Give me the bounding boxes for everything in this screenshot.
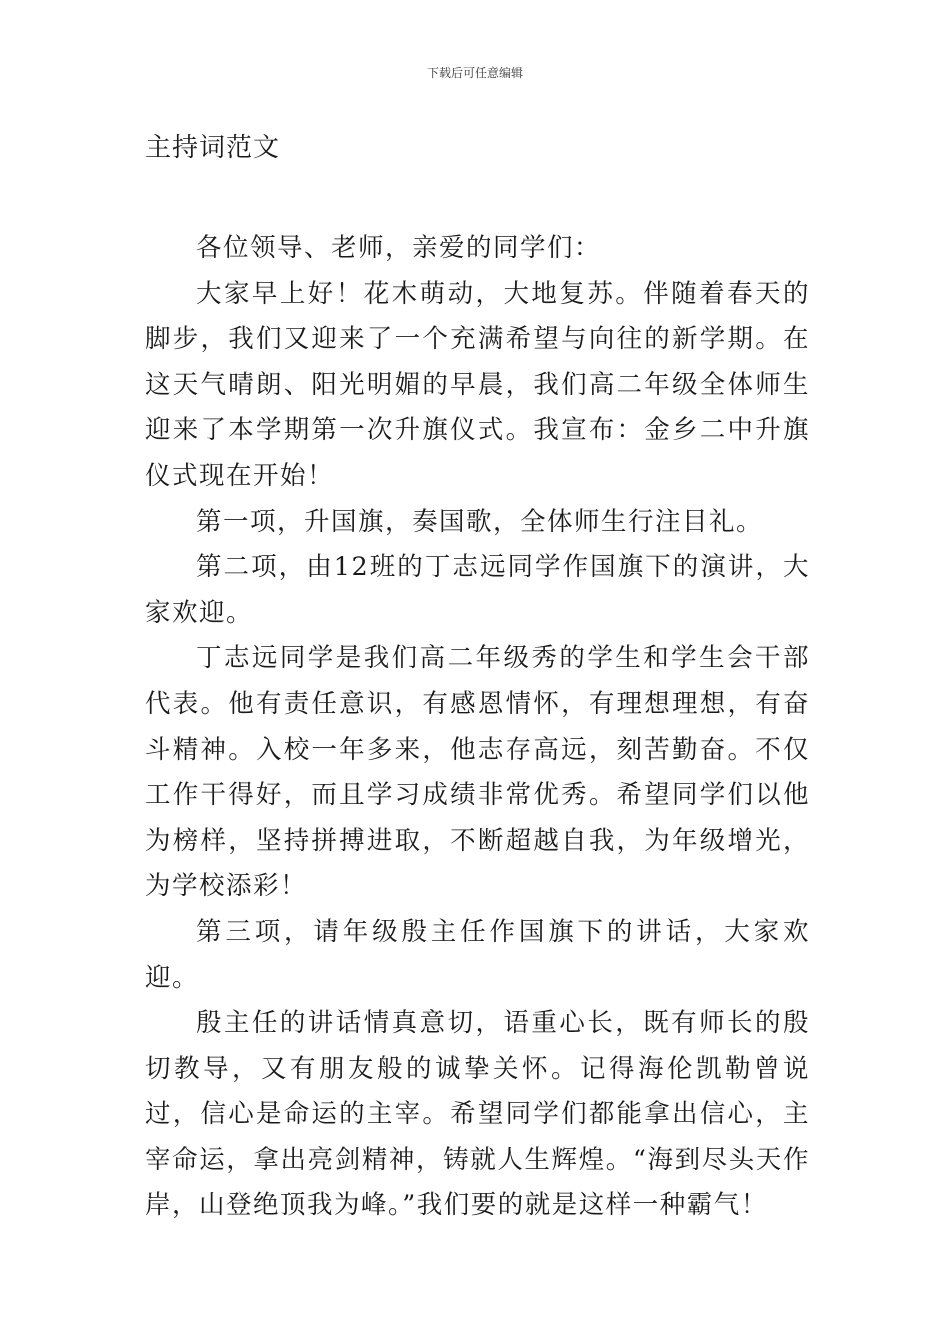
- document-title: 主持词范文: [145, 133, 281, 163]
- item-one-paragraph: 第一项，升国旗，奏国歌，全体师生行注目礼。: [196, 506, 764, 537]
- opening-paragraph: 大家早上好！花木萌动，大地复苏。伴随着春天的脚步，我们又迎来了一个充满希望与向往的新学期。在这天气晴朗、阳光明媚的早晨，我们高二年级全体师生迎来了本学期第一次升旗仪式。我宣布：金乡二中升旗仪式现在开始！: [145, 278, 810, 491]
- item-three-paragraph: 第三项，请年级殷主任作国旗下的讲话，大家欢迎。: [145, 916, 810, 993]
- item-two-paragraph: 第二项，由12班的丁志远同学作国旗下的演讲，大家欢迎。: [145, 552, 810, 628]
- document-body: [145, 226, 810, 1229]
- student-intro-paragraph: 丁志远同学是我们高二年级秀的学生和学生会干部代表。他有责任意识，有感恩情怀，有理想理想，有奋斗精神。入校一年多来，他志存高远，刻苦勤奋。不仅工作干得好，而且学习成绩非常优秀。希望同学们以他为榜样，坚持拼搏进取，不断超越自我，为年级增光，为学校添彩！: [145, 643, 810, 902]
- director-comment-paragraph: 殷主任的讲话情真意切，语重心长，既有师长的殷切教导，又有朋友般的诚挚关怀。记得海伦凯勒曾说过，信心是命运的主宰。希望同学们都能拿出信心，主宰命运，拿出亮剑精神，铸就人生辉煌。“海到尽头天作岸，山登绝顶我为峰。”我们要的就是这样一种霸气！: [145, 1008, 810, 1221]
- page-header: 下载后可任意编辑: [426, 66, 523, 80]
- salutation-paragraph: 各位领导、老师，亲爱的同学们：: [196, 233, 602, 263]
